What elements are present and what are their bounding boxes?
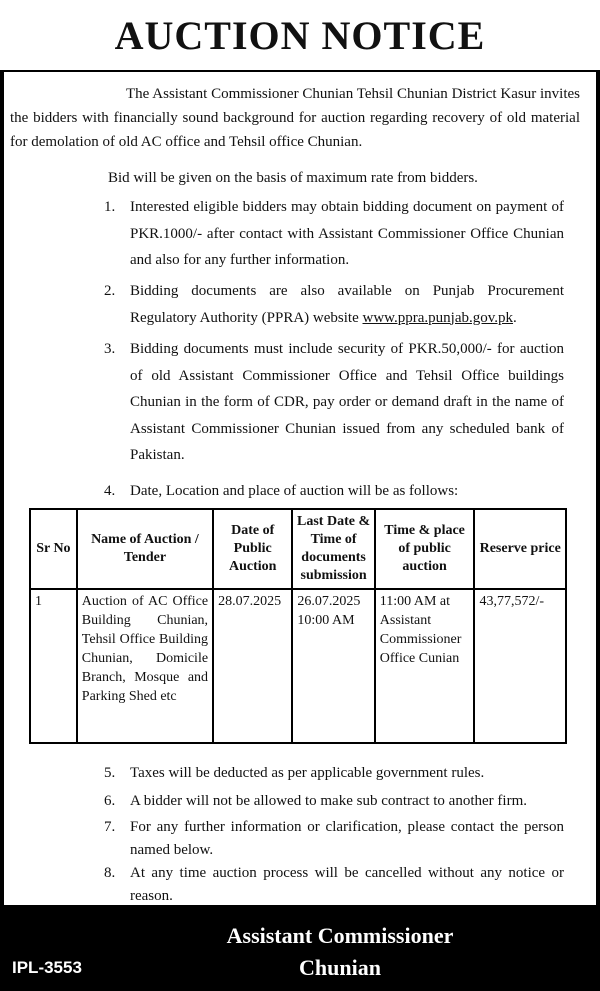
cell-time-place: 11:00 AM at Assistant Commissioner Office Cunian <box>375 589 475 743</box>
item-number: 7. <box>104 819 116 835</box>
cell-date: 28.07.2025 <box>213 589 292 743</box>
item-number: 4. <box>104 483 116 499</box>
item-text: A bidder will not be allowed to make sub contract to another firm. <box>130 793 527 809</box>
item-number: 1. <box>104 199 116 215</box>
item-text: For any further information or clarification, please contact the person named below. <box>130 819 564 858</box>
bid-line: Bid will be given on the basis of maximum rate from bidders. <box>108 170 478 186</box>
page-title: AUCTION NOTICE <box>114 13 486 58</box>
cell-sr: 1 <box>30 589 77 743</box>
item-text: At any time auction process will be cancelled without any notice or reason. <box>130 865 564 904</box>
column-header: Time & place of public auction <box>375 509 475 589</box>
item-text: Interested eligible bidders may obtain bidding document on payment of PKR.1000/- after contact with Assistant Commissioner Office Chunian and also for any further information. <box>130 199 564 268</box>
signatory-title: Assistant Commissioner <box>226 923 454 948</box>
item-text: Taxes will be deducted as per applicable government rules. <box>130 765 485 781</box>
cell-last-date: 26.07.2025 10:00 AM <box>292 589 374 743</box>
signatory-location: Chunian <box>299 955 381 980</box>
table-header-row <box>30 509 566 589</box>
notice-body <box>4 72 596 905</box>
cell-name: Auction of AC Office Building Chunian, Tehsil Office Building Chunian, Domicile Branch, Mosque and Parking Shed etc <box>77 589 213 743</box>
item-number: 6. <box>104 793 116 809</box>
signatory <box>170 920 510 984</box>
intro-paragraph: The Assistant Commissioner Chunian Tehsil Chunian District Kasur invites the bidders with financially sound background for auction regarding recovery of old material for demolation of old AC office and Tehsil office Chunian. <box>10 86 580 150</box>
ppra-website-link[interactable]: www.ppra.punjab.gov.pk <box>362 309 514 326</box>
table-row <box>30 589 566 743</box>
item-number: 8. <box>104 865 116 881</box>
cell-reserve: 43,77,572/- <box>474 589 566 743</box>
column-header: Last Date & Time of documents submission <box>292 509 374 589</box>
column-header: Date of Public Auction <box>213 509 292 589</box>
ipl-code: IPL-3553 <box>12 958 82 977</box>
auction-table <box>29 508 567 744</box>
column-header: Name of Auction / Tender <box>77 509 213 589</box>
item-text: Bidding documents must include security of PKR.50,000/- for auction of old Assistant Commissioner Office and Tehsil Office buildings Chunian in the form of CDR, pay order or demand draft in the name of Assistant Commissioner Chunian issued from any scheduled bank of Pakistan. <box>130 341 564 463</box>
item-text: Bidding documents are also available on Punjab Procurement Regulatory Authority (PPRA) website www.ppra.punjab.gov.pk. <box>130 283 564 326</box>
item-text: Date, Location and place of auction will be as follows: <box>130 483 459 499</box>
column-header: Reserve price <box>474 509 566 589</box>
item-number: 2. <box>104 283 116 299</box>
column-header: Sr No <box>30 509 77 589</box>
header <box>0 0 600 72</box>
item-number: 5. <box>104 765 116 781</box>
item-number: 3. <box>104 341 116 357</box>
